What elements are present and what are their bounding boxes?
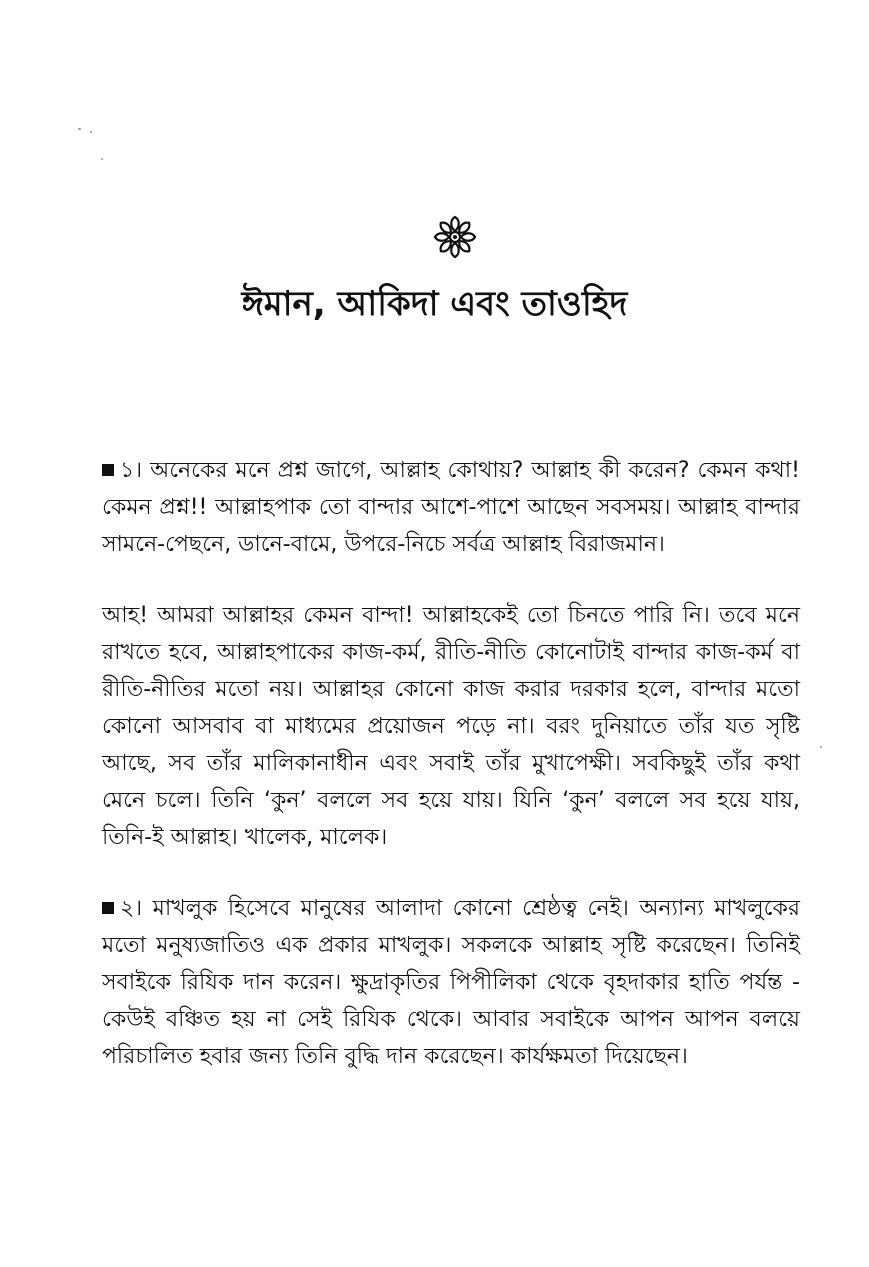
- page-title: ঈমান, আকিদা এবং তাওহিদ: [241, 284, 628, 324]
- paragraph-2: [102, 597, 800, 856]
- scan-speck: [78, 128, 81, 130]
- body-text: [102, 452, 800, 1109]
- paragraph-text: ২। মাখলুক হিসেবে মানুষের আলাদা কোনো শ্রেষ্ঠত্ব নেই। অন্যান্য মাখলুকের মতো মনুষ্যজাতিও এক প্রকার মাখলুক। সকলকে আল্লাহ সৃষ্টি করেছেন। তিনিই সবাইকে রিযিক দান করেন। ক্ষুদ্রাকৃতির পিপীলিকা থেকে বৃহদাকার হাতি পর্যন্ত - কেউই বঞ্চিত হয় না সেই রিযিক থেকে। আবার সবাইকে আপন আপন বলয়ে পরিচালিত হবার জন্য তিনি বুদ্ধি দান করেছেন। কার্যক্ষমতা দিয়েছেন।: [102, 896, 800, 1069]
- scan-speck: [101, 158, 103, 160]
- paragraph-text: ১। অনেকের মনে প্রশ্ন জাগে, আল্লাহ কোথায়? আল্লাহ কী করেন? কেমন কথা! কেমন প্রশ্ন!! আল্লাহপাক তো বান্দার আশে-পাশে আছেন সবসময়। আল্লাহ বান্দার সামনে-পেছনে, ডানে-বামে, উপরে-নিচে সর্বত্র আল্লাহ বিরাজমান।: [102, 458, 800, 557]
- flower-ornament-icon: [433, 215, 477, 259]
- scan-speck: [90, 131, 92, 133]
- paragraph-text: আহ! আমরা আল্লাহর কেমন বান্দা! আল্লাহকেই তো চিনতে পারি নি। তবে মনে রাখতে হবে, আল্লাহপাকের কাজ-কর্ম, রীতি-নীতি কোনোটাই বান্দার কাজ-কর্ম বা রীতি-নীতির মতো নয়। আল্লাহর কোনো কাজ করার দরকার হলে, বান্দার মতো কোনো আসবাব বা মাধ্যমের প্রয়োজন পড়ে না। বরং দুনিয়াতে তাঁর যত সৃষ্টি আছে, সব তাঁর মালিকানাধীন এবং সবাই তাঁর মুখাপেক্ষী। সবকিছুই তাঁর কথা মেনে চলে। তিনি ‘কুন’ বললে সব হয়ে যায়। যিনি ‘কুন’ বললে সব হয়ে যায়, তিনি-ই আল্লাহ। খালেক, মালেক।: [102, 603, 800, 850]
- paragraph-3: [102, 890, 800, 1075]
- paragraph-1: [102, 452, 800, 563]
- square-bullet-icon: [102, 464, 114, 476]
- scan-speck: [820, 746, 822, 748]
- square-bullet-icon: [102, 902, 114, 914]
